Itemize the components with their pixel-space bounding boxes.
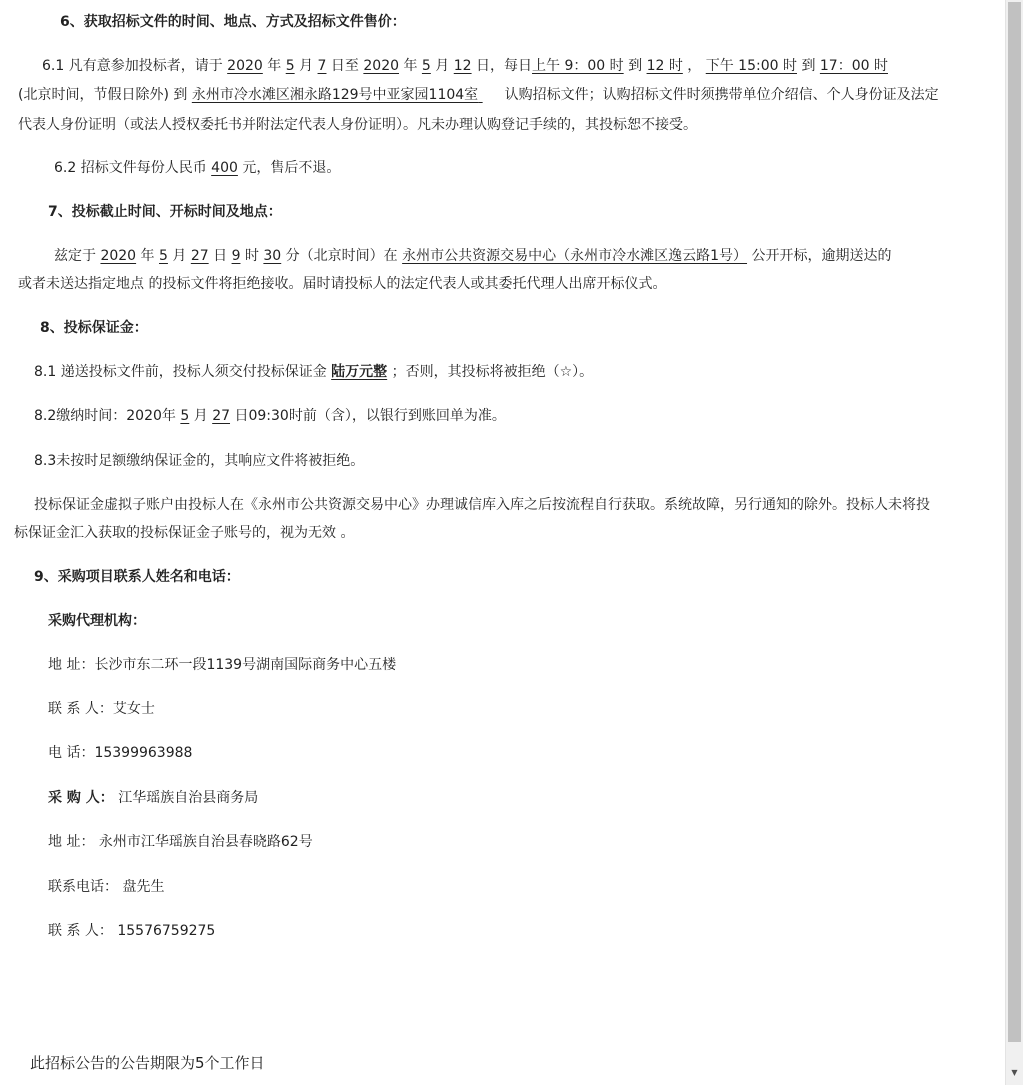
section-8-3: 8.3未按时足额缴纳保证金的，其响应文件将被拒绝。 bbox=[34, 453, 365, 469]
buyer-phone: 联系电话： 盘先生 bbox=[48, 879, 165, 895]
announcement-period: 此招标公告的公告期限为5个工作日 bbox=[30, 1054, 265, 1072]
section-6-1-line-2: (北京时间，节假日除外) 到 永州市冷水滩区湘永路129号中亚家园1104室 认购招标文件；认购招标文件时须携带单位介绍信、个人身份证及法定 bbox=[18, 87, 939, 103]
agency-address: 地 址：长沙市东二环一段1139号湖南国际商务中心五楼 bbox=[48, 657, 397, 673]
section-8-title: 8、投标保证金： bbox=[40, 320, 148, 336]
section-7-title: 7、投标截止时间、开标时间及地点： bbox=[48, 204, 282, 220]
agency-contact: 联 系 人：艾女士 bbox=[48, 701, 155, 717]
buyer-name-line: 采 购 人： 江华瑶族自治县商务局 bbox=[48, 790, 259, 806]
section-7-line-2: 或者未送达指定地点 的投标文件将拒绝接收。届时请投标人的法定代表人或其委托代理人出席开标仪式。 bbox=[18, 276, 667, 292]
scroll-down-arrow-icon[interactable]: ▼ bbox=[1011, 1068, 1018, 1077]
deposit-note-line-2: 标保证金汇入获取的投标保证金子账号的，视为无效 。 bbox=[14, 525, 355, 541]
section-6-title: 6、获取招标文件的时间、地点、方式及招标文件售价： bbox=[60, 14, 406, 30]
section-8-2: 8.2缴纳时间：2020年 5 月 27 日09:30时前（含），以银行到账回单为准。 bbox=[34, 408, 506, 424]
section-8-1: 8.1 递送投标文件前，投标人须交付投标保证金 陆万元整 ；否则，其投标将被拒绝（☆）。 bbox=[34, 364, 594, 380]
vertical-scrollbar[interactable] bbox=[1005, 0, 1023, 1085]
section-6-1-line-1: 6.1 凡有意参加投标者，请于 2020 年 5 月 7 日至 2020 年 5 月 12 日，每日上午 9：00 时 到 12 时 ， 下午 15:00 时 到 17：00 时 bbox=[42, 58, 888, 74]
section-6-2: 6.2 招标文件每份人民币 400 元，售后不退。 bbox=[54, 160, 341, 176]
buyer-address: 地 址： 永州市江华瑶族自治县春晓路62号 bbox=[48, 834, 313, 850]
section-9-title: 9、采购项目联系人姓名和电话： bbox=[34, 569, 240, 585]
section-7-line-1: 兹定于 2020 年 5 月 27 日 9 时 30 分（北京时间）在 永州市公共资源交易中心（永州市冷水滩区逸云路1号） 公开开标，逾期送达的 bbox=[54, 248, 892, 264]
scrollbar-thumb[interactable] bbox=[1008, 2, 1021, 1042]
section-6-1-line-3: 代表人身份证明（或法人授权委托书并附法定代表人身份证明）。凡未办理认购登记手续的，其投标恕不接受。 bbox=[18, 117, 697, 133]
deposit-note-line-1: 投标保证金虚拟子账户由投标人在《永州市公共资源交易中心》办理诚信库入库之后按流程自行获取。系统故障，另行通知的除外。投标人未将投 bbox=[34, 497, 930, 513]
buyer-contact: 联 系 人： 15576759275 bbox=[48, 923, 216, 939]
agency-title: 采购代理机构： bbox=[48, 613, 146, 629]
agency-phone: 电 话：15399963988 bbox=[48, 745, 193, 761]
